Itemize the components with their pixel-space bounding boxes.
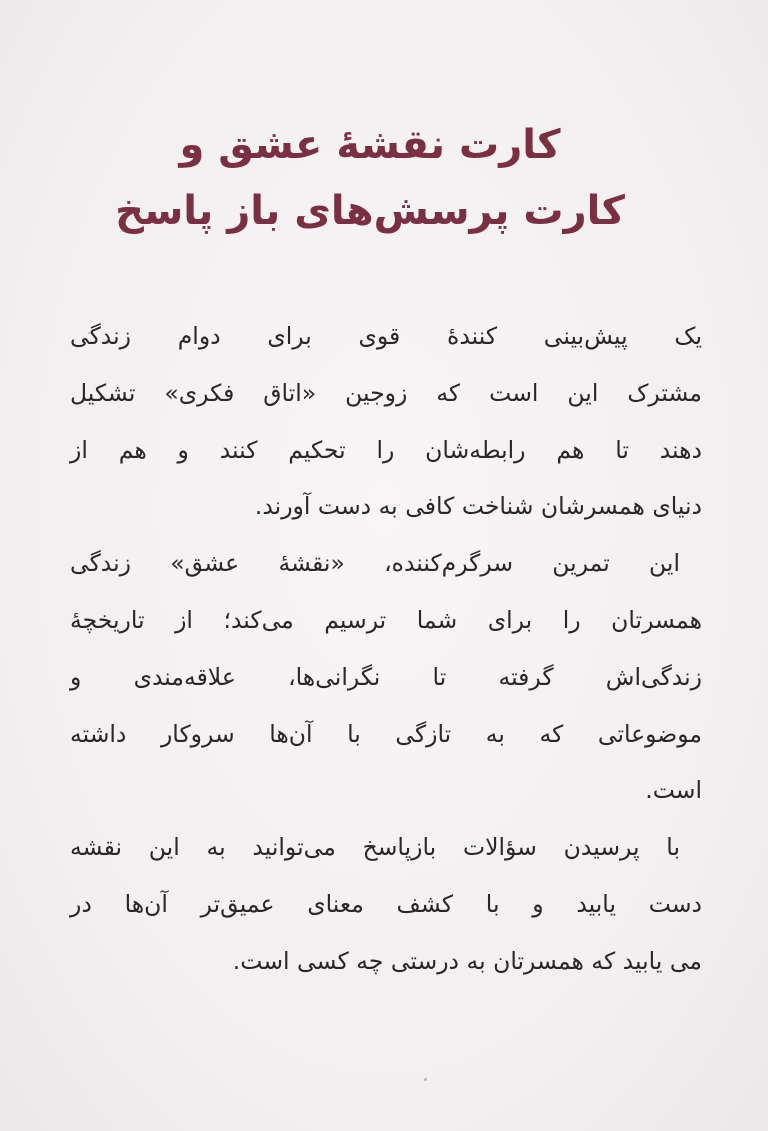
title-line-1: کارت نقشهٔ عشق و xyxy=(179,122,561,168)
text-line: زندگی‌اش گرفته تا نگرانی‌ها، علاقه‌مندی و xyxy=(70,662,702,691)
text-line: دهند تا هم رابطه‌شان را تحکیم کنند و هم از xyxy=(70,435,702,464)
text-line: همسرتان را برای شما ترسیم می‌کند؛ از تاریخچهٔ xyxy=(70,605,702,634)
text-line: دست یابید و با کشف معنای عمیق‌تر آن‌ها در xyxy=(70,889,702,918)
paragraph-2 xyxy=(70,535,702,819)
text-line: دنیای همسرشان شناخت کافی به دست آورند. xyxy=(254,492,702,521)
paragraph-1 xyxy=(70,308,702,535)
paper-speck xyxy=(424,1078,427,1081)
text-line: مشترک این است که زوجین «اتاق فکری» تشکیل xyxy=(70,378,702,407)
paragraph-3 xyxy=(70,819,702,989)
text-line: موضوعاتی که به تازگی با آن‌ها سروکار داشته xyxy=(70,719,702,748)
text-line: با پرسیدن سؤالات بازپاسخ می‌توانید به این نقشه xyxy=(70,833,680,862)
body-text xyxy=(70,308,702,990)
title-line-2: کارت پرسش‌های باز پاسخ xyxy=(115,188,625,234)
page-title xyxy=(90,112,650,244)
text-line: است. xyxy=(645,776,702,805)
text-line: یک پیش‌بینی کنندهٔ قوی برای دوام زندگی xyxy=(70,322,702,350)
text-line: می یابید که همسرتان به درستی چه کسی است. xyxy=(232,946,702,975)
text-line: این تمرین سرگرم‌کننده، «نقشهٔ عشق» زندگی xyxy=(70,549,680,578)
